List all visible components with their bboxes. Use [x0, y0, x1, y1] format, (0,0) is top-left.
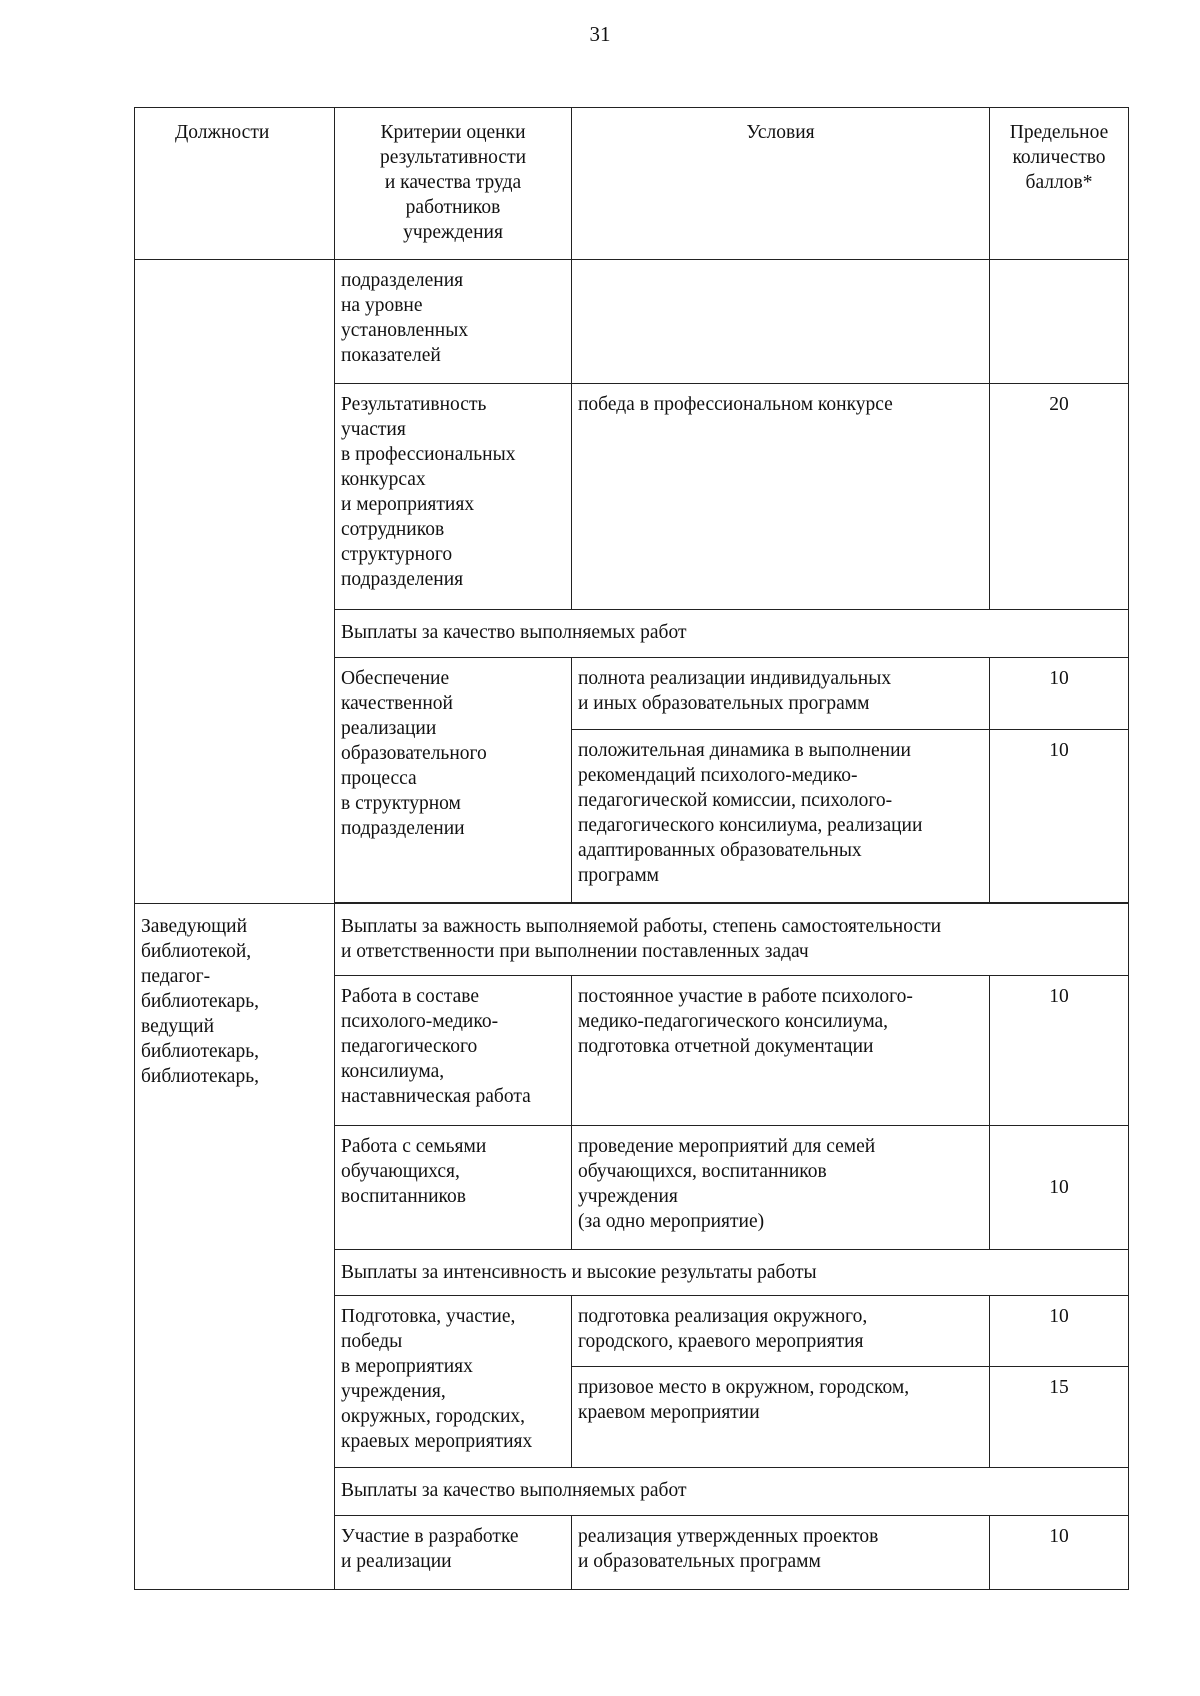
points-cell: 10 [990, 1126, 1129, 1250]
header-position: Должности [135, 108, 335, 260]
points-cell [990, 260, 1129, 384]
criterion-cell: Работа в составе психолого-медико- педагогического консилиума, наставническая работа [335, 976, 572, 1126]
criterion-cell: Результативность участия в профессиональных конкурсах и мероприятиях сотрудников структурного подразделения [335, 384, 572, 610]
section-heading: Выплаты за интенсивность и высокие результаты работы [335, 1250, 1129, 1296]
condition-cell: постоянное участие в работе психолого- медико-педагогического консилиума, подготовка отчетной документации [572, 976, 990, 1126]
points-cell: 10 [990, 730, 1129, 903]
criterion-cell: Участие в разработке и реализации [335, 1516, 572, 1590]
points-cell: 10 [990, 1516, 1129, 1590]
criteria-table [134, 107, 1129, 1590]
condition-cell [572, 260, 990, 384]
header-criteria: Критерии оценки результативности и качества труда работников учреждения [335, 108, 572, 260]
header-conditions: Условия [572, 108, 990, 260]
criterion-cell: Подготовка, участие, победы в мероприятиях учреждения, окружных, городских, краевых мероприятиях [335, 1296, 572, 1468]
criterion-cell: Работа с семьями обучающихся, воспитанников [335, 1126, 572, 1250]
condition-cell: полнота реализации индивидуальных и иных образовательных программ [572, 658, 990, 730]
points-cell: 10 [990, 976, 1129, 1126]
section-heading: Выплаты за качество выполняемых работ [335, 1468, 1129, 1516]
table-header-row [135, 108, 1129, 260]
points-cell: 20 [990, 384, 1129, 610]
condition-cell: положительная динамика в выполнении рекомендаций психолого-медико- педагогической комиссии, психолого- педагогического консилиума, реализации адаптированных образовательных программ [572, 730, 990, 903]
page-number: 31 [589, 22, 611, 46]
criterion-cell: Обеспечение качественной реализации образовательного процесса в структурном подразделении [335, 658, 572, 903]
condition-cell: реализация утвержденных проектов и образовательных программ [572, 1516, 990, 1590]
criterion-cell: подразделения на уровне установленных показателей [335, 260, 572, 384]
points-cell: 10 [990, 1296, 1129, 1367]
condition-cell: призовое место в окружном, городском, краевом мероприятии [572, 1367, 990, 1468]
table-row [135, 260, 1129, 384]
position-cell: Заведующий библиотекой, педагог- библиотекарь, ведущий библиотекарь, библиотекарь, [135, 904, 335, 1590]
section-row [135, 904, 1129, 976]
condition-cell: победа в профессиональном конкурсе [572, 384, 990, 610]
position-cell-continued [135, 260, 335, 904]
section-heading: Выплаты за качество выполняемых работ [335, 610, 1129, 658]
section-heading: Выплаты за важность выполняемой работы, степень самостоятельности и ответственности при выполнении поставленных задач [335, 904, 1129, 976]
points-cell: 10 [990, 658, 1129, 730]
condition-cell: проведение мероприятий для семей обучающихся, воспитанников учреждения (за одно мероприятие) [572, 1126, 990, 1250]
points-cell: 15 [990, 1367, 1129, 1468]
header-max-points: Предельное количество баллов* [990, 108, 1129, 260]
condition-cell: подготовка реализация окружного, городского, краевого мероприятия [572, 1296, 990, 1367]
